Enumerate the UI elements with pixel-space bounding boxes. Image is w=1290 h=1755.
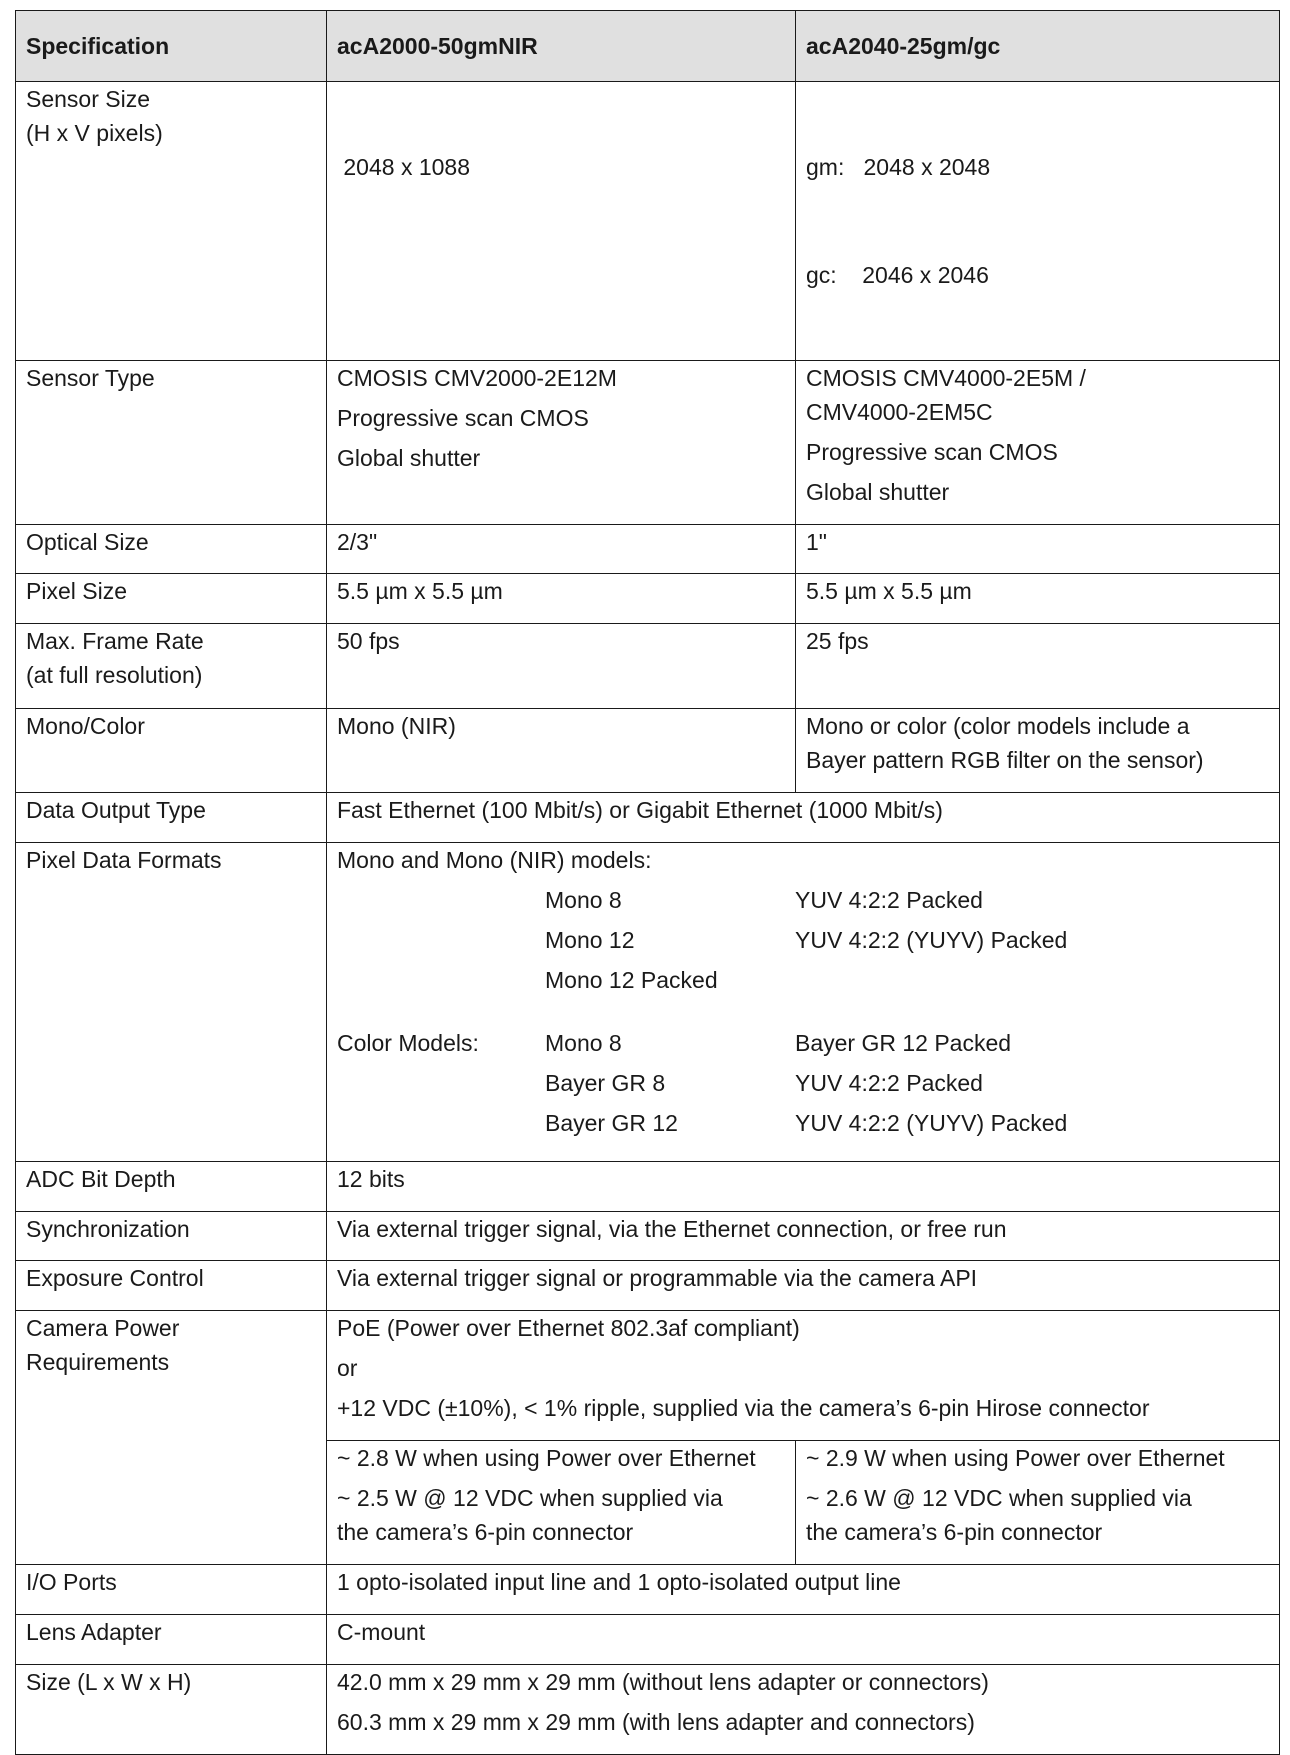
header-model-aca2040: acA2040-25gm/gc <box>796 11 1280 82</box>
value-data-output: Fast Ethernet (100 Mbit/s) or Gigabit Ethernet (1000 Mbit/s) <box>327 793 1280 843</box>
value-mono-color-b: Mono or color (color models include a Bayer pattern RGB filter on the sensor) <box>796 709 1280 793</box>
value-sensor-size-a: 2048 x 1088 <box>327 82 796 361</box>
label-mono-color: Mono/Color <box>16 709 327 793</box>
value-io-ports: 1 opto-isolated input line and 1 opto-isolated output line <box>327 1565 1280 1615</box>
row-camera-power <box>16 1311 1280 1441</box>
value-sensor-type-a: CMOSIS CMV2000-2E12M Progressive scan CMOS Global shutter <box>327 361 796 525</box>
row-optical-size <box>16 525 1280 574</box>
row-adc-bit-depth <box>16 1162 1280 1212</box>
list-item: YUV 4:2:2 (YUYV) Packed <box>795 1110 1068 1136</box>
row-pixel-size <box>16 574 1280 624</box>
value-exposure-control: Via external trigger signal or programmable via the camera API <box>327 1261 1280 1311</box>
value-frame-rate-a: 50 fps <box>327 624 796 709</box>
row-data-output <box>16 793 1280 843</box>
value-camera-power-b: ~ 2.9 W when using Power over Ethernet ~ 2.6 W @ 12 VDC when supplied via the camera’s 6-pin connector <box>796 1441 1280 1565</box>
list-item: Bayer GR 12 <box>545 1110 678 1136</box>
value-sensor-type-b: CMOSIS CMV4000-2E5M / CMV4000-2EM5C Progressive scan CMOS Global shutter <box>796 361 1280 525</box>
label-pixel-size: Pixel Size <box>16 574 327 624</box>
value-adc-bit-depth: 12 bits <box>327 1162 1280 1212</box>
list-item <box>795 963 1269 997</box>
pixel-formats-mono-title: Mono and Mono (NIR) models: <box>337 847 652 873</box>
list-item: Mono 8 <box>545 1030 622 1056</box>
label-lens-adapter: Lens Adapter <box>16 1615 327 1665</box>
list-item: YUV 4:2:2 Packed <box>795 1070 983 1096</box>
list-item: Mono 8 <box>545 887 622 913</box>
list-item: YUV 4:2:2 Packed <box>795 887 983 913</box>
label-synchronization: Synchronization <box>16 1212 327 1261</box>
header-model-aca2000: acA2000-50gmNIR <box>327 11 796 82</box>
label-sensor-size: Sensor Size (H x V pixels) <box>16 82 327 361</box>
row-sensor-type <box>16 361 1280 525</box>
value-frame-rate-b: 25 fps <box>796 624 1280 709</box>
label-data-output: Data Output Type <box>16 793 327 843</box>
value-size: 42.0 mm x 29 mm x 29 mm (without lens adapter or connectors) 60.3 mm x 29 mm x 29 mm (with lens adapter and connectors) <box>327 1665 1280 1755</box>
row-exposure-control <box>16 1261 1280 1311</box>
label-io-ports: I/O Ports <box>16 1565 327 1615</box>
value-sensor-size-b: gm: 2048 x 2048 gc: 2046 x 2046 <box>796 82 1280 361</box>
value-optical-size-b: 1" <box>796 525 1280 574</box>
pixel-formats-mono-grid <box>337 883 1269 997</box>
row-size <box>16 1665 1280 1755</box>
list-item: YUV 4:2:2 (YUYV) Packed <box>795 927 1068 953</box>
value-camera-power-shared: PoE (Power over Ethernet 802.3af compliant) or +12 VDC (±10%), < 1% ripple, supplied via the camera’s 6-pin Hirose connector <box>327 1311 1280 1441</box>
header-specification: Specification <box>16 11 327 82</box>
value-mono-color-a: Mono (NIR) <box>327 709 796 793</box>
spec-table <box>15 10 1280 1755</box>
row-pixel-formats <box>16 843 1280 1162</box>
row-synchronization <box>16 1212 1280 1261</box>
value-lens-adapter: C-mount <box>327 1615 1280 1665</box>
label-camera-power: Camera Power Requirements <box>16 1311 327 1565</box>
value-synchronization: Via external trigger signal, via the Ethernet connection, or free run <box>327 1212 1280 1261</box>
row-io-ports <box>16 1565 1280 1615</box>
label-sensor-type: Sensor Type <box>16 361 327 525</box>
label-pixel-formats: Pixel Data Formats <box>16 843 327 1162</box>
label-optical-size: Optical Size <box>16 525 327 574</box>
value-optical-size-a: 2/3" <box>327 525 796 574</box>
value-pixel-size-a: 5.5 µm x 5.5 µm <box>327 574 796 624</box>
row-frame-rate <box>16 624 1280 709</box>
value-pixel-formats <box>327 843 1280 1162</box>
value-pixel-size-b: 5.5 µm x 5.5 µm <box>796 574 1280 624</box>
pixel-formats-color-title: Color Models: <box>337 1030 479 1056</box>
row-lens-adapter <box>16 1615 1280 1665</box>
label-adc-bit-depth: ADC Bit Depth <box>16 1162 327 1212</box>
pixel-formats-color-grid <box>337 1026 1269 1140</box>
label-exposure-control: Exposure Control <box>16 1261 327 1311</box>
label-size: Size (L x W x H) <box>16 1665 327 1755</box>
label-frame-rate: Max. Frame Rate (at full resolution) <box>16 624 327 709</box>
row-mono-color <box>16 709 1280 793</box>
value-camera-power-a: ~ 2.8 W when using Power over Ethernet ~ 2.5 W @ 12 VDC when supplied via the camera’s 6-pin connector <box>327 1441 796 1565</box>
row-sensor-size <box>16 82 1280 361</box>
list-item: Mono 12 Packed <box>545 967 718 993</box>
header-row <box>16 11 1280 82</box>
list-item: Mono 12 <box>545 927 635 953</box>
list-item: Bayer GR 12 Packed <box>795 1030 1012 1056</box>
list-item: Bayer GR 8 <box>545 1070 666 1096</box>
